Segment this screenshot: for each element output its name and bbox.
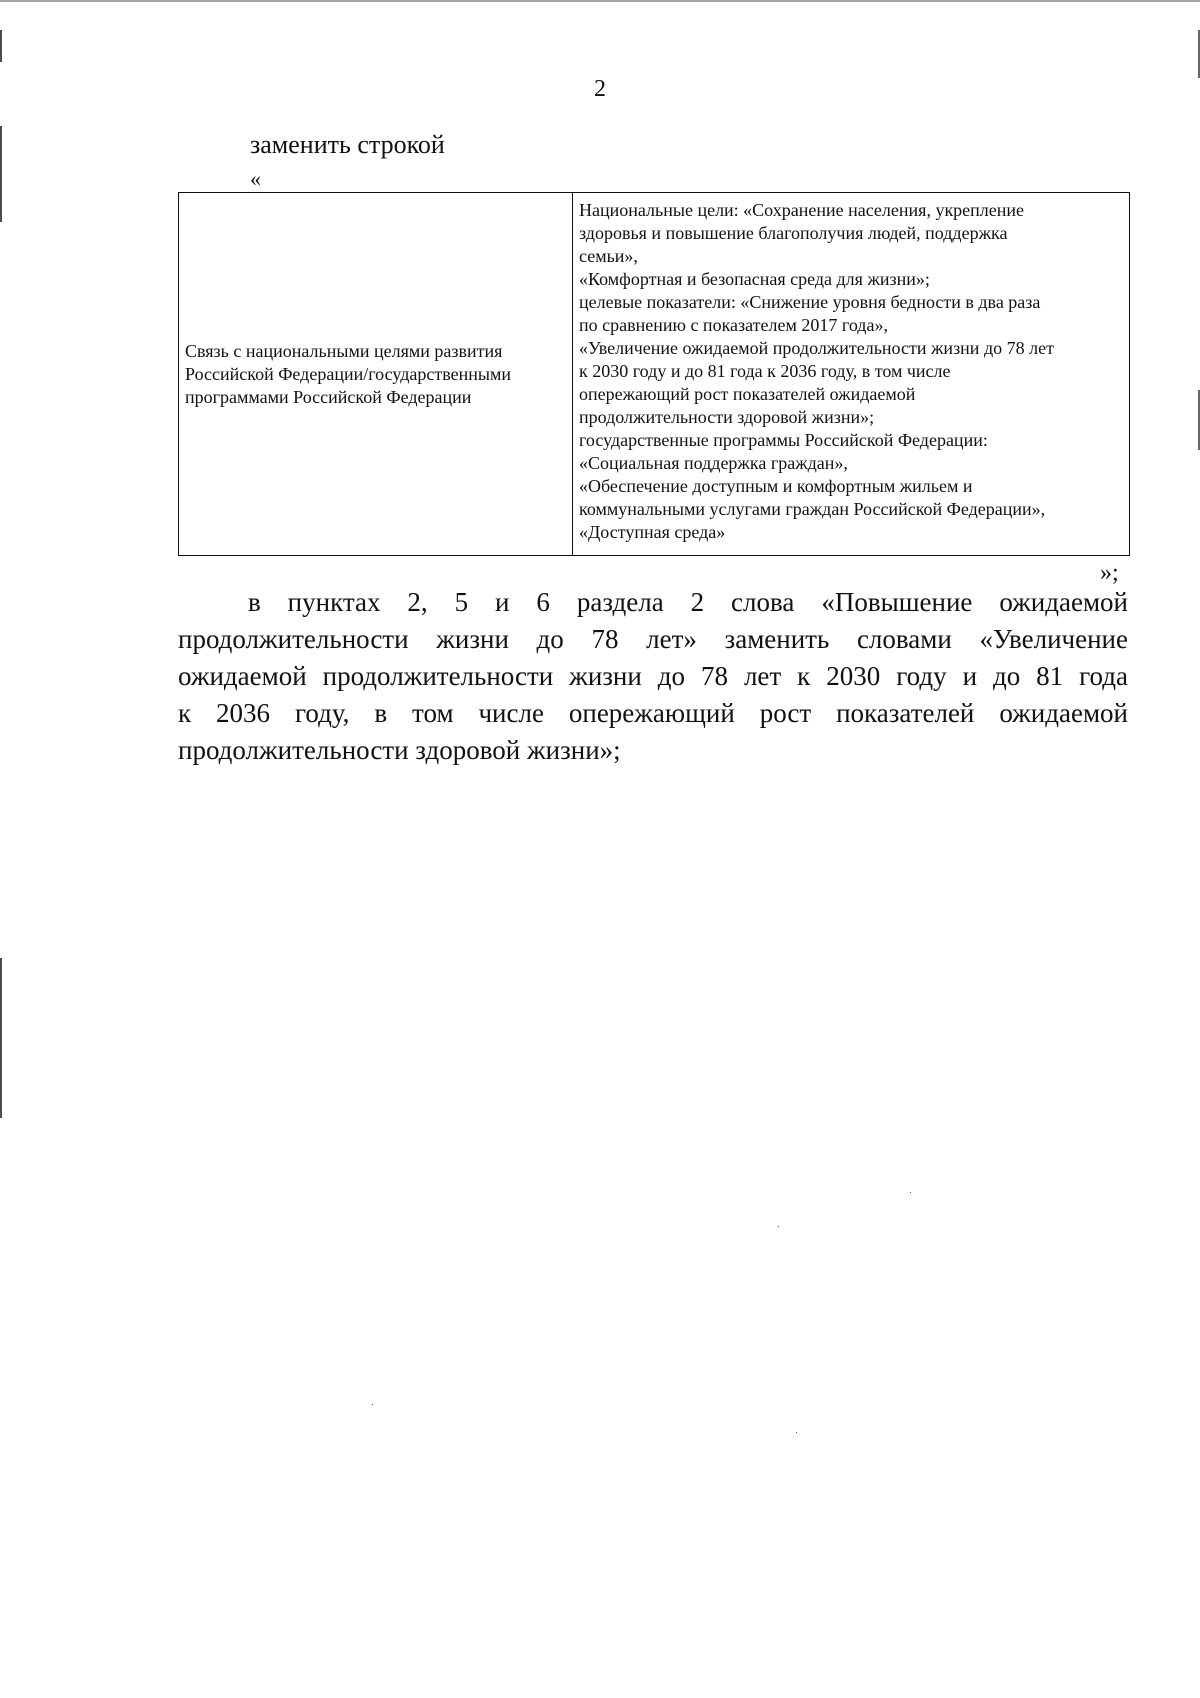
table-right-line: опережающий рост показателей ожидаемой [579, 384, 916, 404]
table-right-line: «Увеличение ожидаемой продолжительности жизни до 78 лет [579, 338, 1054, 358]
paragraph-line: в пунктах 2, 5 и 6 раздела 2 слова «Повышение ожидаемой [248, 587, 1128, 617]
closing-quote: »; [1100, 560, 1119, 586]
scan-speck [910, 1192, 911, 1193]
scan-speck [372, 1404, 373, 1405]
table-right-line: «Социальная поддержка граждан», [579, 453, 848, 473]
table-right-line: государственные программы Российской Федерации: [579, 430, 988, 450]
table-right-line: Национальные цели: «Сохранение населения, укрепление [579, 200, 1025, 220]
table-right-line: коммунальными услугами граждан Российской Федерации», [579, 499, 1046, 519]
scan-speck [778, 1226, 779, 1227]
table-left-cell-text: Связь с национальными целями развития Российской Федерации/государственными программами Российской Федерации [185, 340, 511, 407]
amendment-paragraph [178, 584, 1128, 769]
table-right-line: к 2030 году и до 81 года к 2036 году, в том числе [579, 361, 951, 381]
paragraph-line: продолжительности жизни до 78 лет» заменить словами «Увеличение [178, 624, 1128, 654]
paragraph-line: продолжительности здоровой жизни»; [178, 735, 621, 765]
paragraph-line: к 2036 году, в том числе опережающий рост показателей ожидаемой [178, 698, 1128, 728]
amendment-table [178, 192, 1130, 556]
table-right-cell [573, 193, 1129, 555]
table-right-line: здоровья и повышение благополучия людей, поддержка [579, 223, 1008, 243]
scan-speck [796, 1432, 797, 1433]
table-right-line: продолжительности здоровой жизни»; [579, 407, 875, 427]
table-right-line: «Комфортная и безопасная среда для жизни»; [579, 269, 930, 289]
intro-text: заменить строкой [250, 130, 445, 159]
table-right-line: целевые показатели: «Снижение уровня бедности в два раза [579, 292, 1041, 312]
open-quote: « [250, 166, 261, 191]
table-right-line: семьи», [579, 246, 638, 266]
table-right-line: «Обеспечение доступным и комфортным жильем и [579, 476, 973, 496]
scan-edge-top [0, 0, 1200, 2]
table-left-cell [179, 193, 573, 555]
paragraph-line: ожидаемой продолжительности жизни до 78 лет к 2030 году и до 81 года [178, 661, 1128, 691]
scan-edge-left [0, 30, 2, 1630]
table-right-line: «Доступная среда» [579, 522, 726, 542]
table-right-line: по сравнению с показателем 2017 года», [579, 315, 888, 335]
page-number: 2 [594, 76, 606, 102]
